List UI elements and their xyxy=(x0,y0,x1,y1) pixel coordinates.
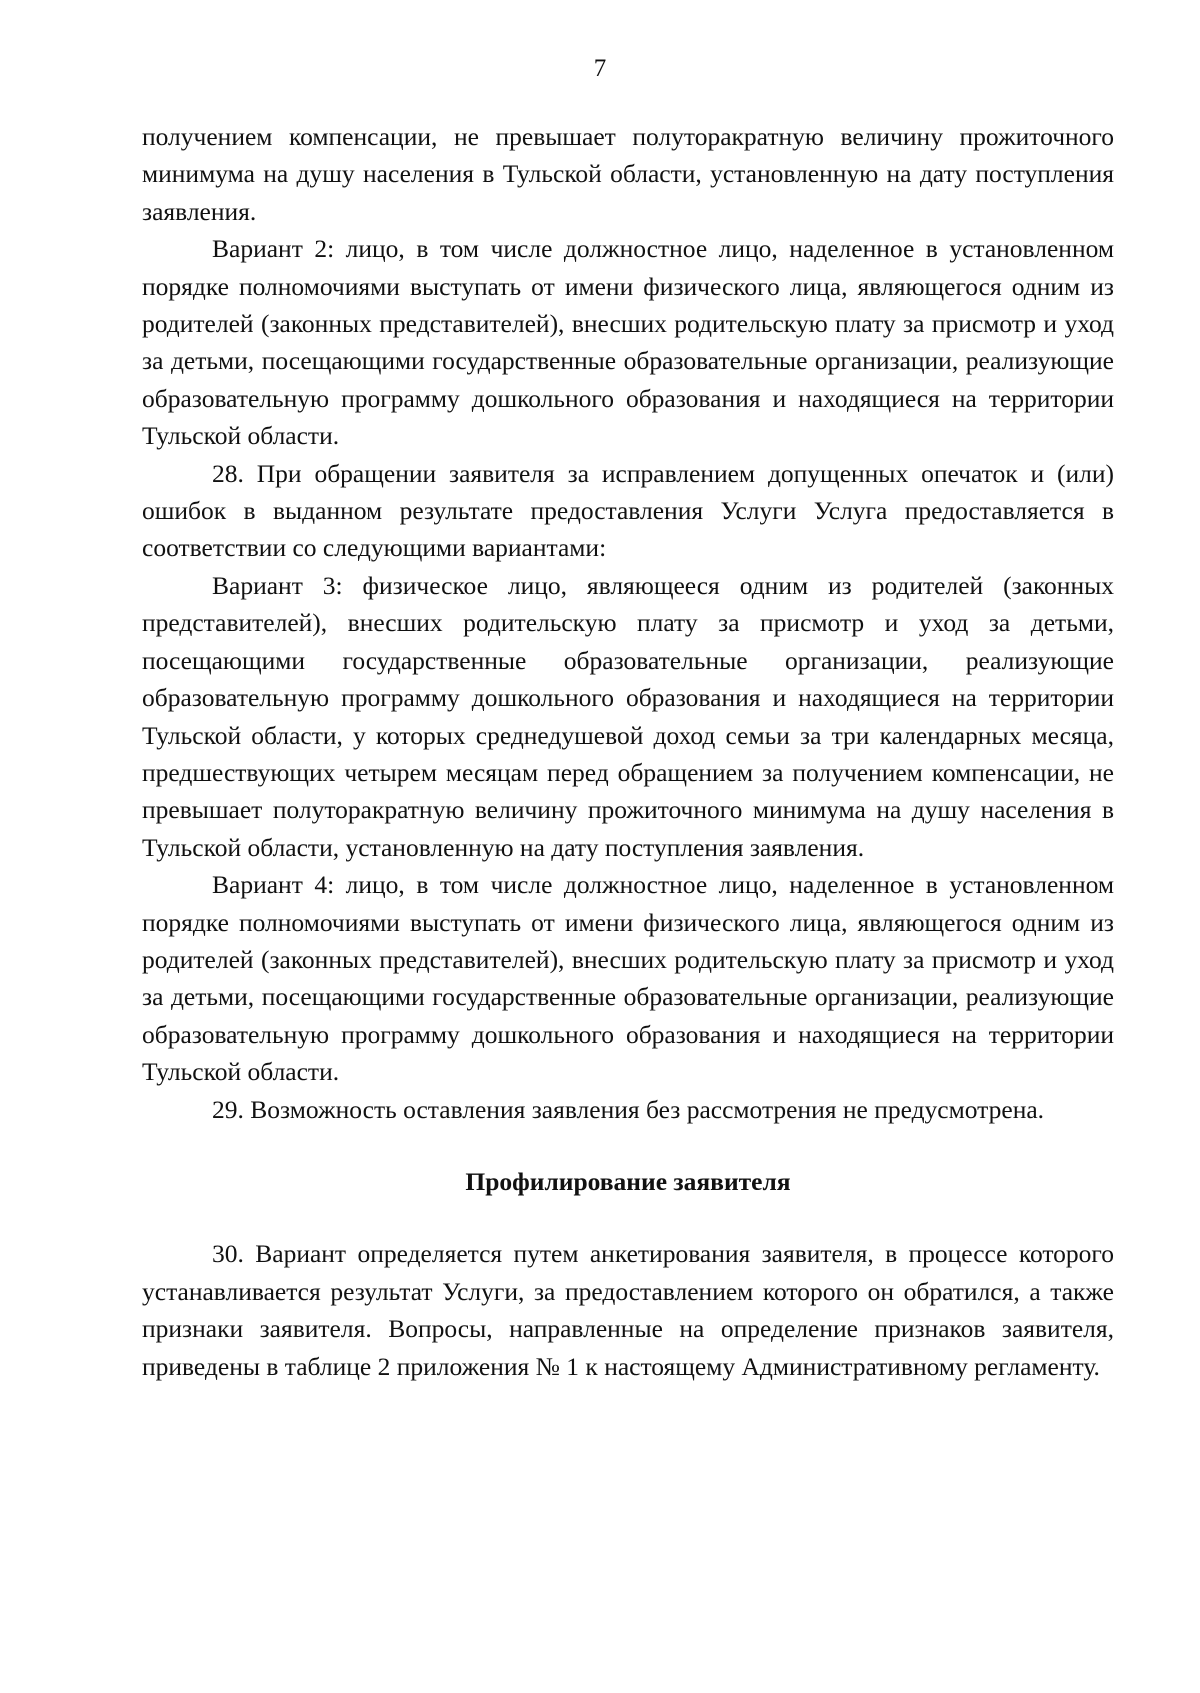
paragraph-item-28: 28. При обращении заявителя за исправлением допущенных опечаток и (или) ошибок в выданном результате предоставления Услуги Услуга предоставляется в соответствии со следующими вариантами: xyxy=(142,458,1114,563)
section-heading: Профилирование заявителя xyxy=(465,1166,791,1196)
paragraph-continuation: получением компенсации, не превышает полуторакратную величину прожиточного минимума на душу населения в Тульской области, установленную на дату поступления заявления. xyxy=(142,122,1114,226)
document-body xyxy=(142,118,1114,1385)
paragraph-variant-2: Вариант 2: лицо, в том числе должностное лицо, наделенное в установленном порядке полномочиями выступать от имени физического лица, являющегося одним из родителей (законных представителей), внесших родительскую плату за присмотр и уход за детьми, посещающими государственные образовательные организации, реализующие образовательную программу дошкольного образования и находящиеся на территории Тульской области. xyxy=(142,234,1114,451)
paragraph-variant-4: Вариант 4: лицо, в том числе должностное лицо, наделенное в установленном порядке полномочиями выступать от имени физического лица, являющегося одним из родителей (законных представителей), внесших родительскую плату за присмотр и уход за детьми, посещающими государственные образовательные организации, реализующие образовательную программу дошкольного образования и находящиеся на территории Тульской области. xyxy=(142,870,1114,1087)
page-number: 7 xyxy=(593,55,607,82)
paragraph-item-30: 30. Вариант определяется путем анкетирования заявителя, в процессе которого устанавливается результат Услуги, за предоставлением которого он обратился, а также признаки заявителя. Вопросы, направленные на определение признаков заявителя, приведены в таблице 2 приложения № 1 к настоящему Административному регламенту. xyxy=(142,1239,1114,1381)
paragraph-item-29: 29. Возможность оставления заявления без рассмотрения не предусмотрена. xyxy=(212,1094,1045,1124)
paragraph-variant-3: Вариант 3: физическое лицо, являющееся одним из родителей (законных представителей), внесших родительскую плату за присмотр и уход за детьми, посещающими государственные образовательные организации, реализующие образовательную программу дошкольного образования и находящиеся на территории Тульской области, у которых среднедушевой доход семьи за три календарных месяца, предшествующих четырем месяцам перед обращением за получением компенсации, не превышает полуторакратную величину прожиточного минимума на душу населения в Тульской области, установленную на дату поступления заявления. xyxy=(142,570,1114,862)
